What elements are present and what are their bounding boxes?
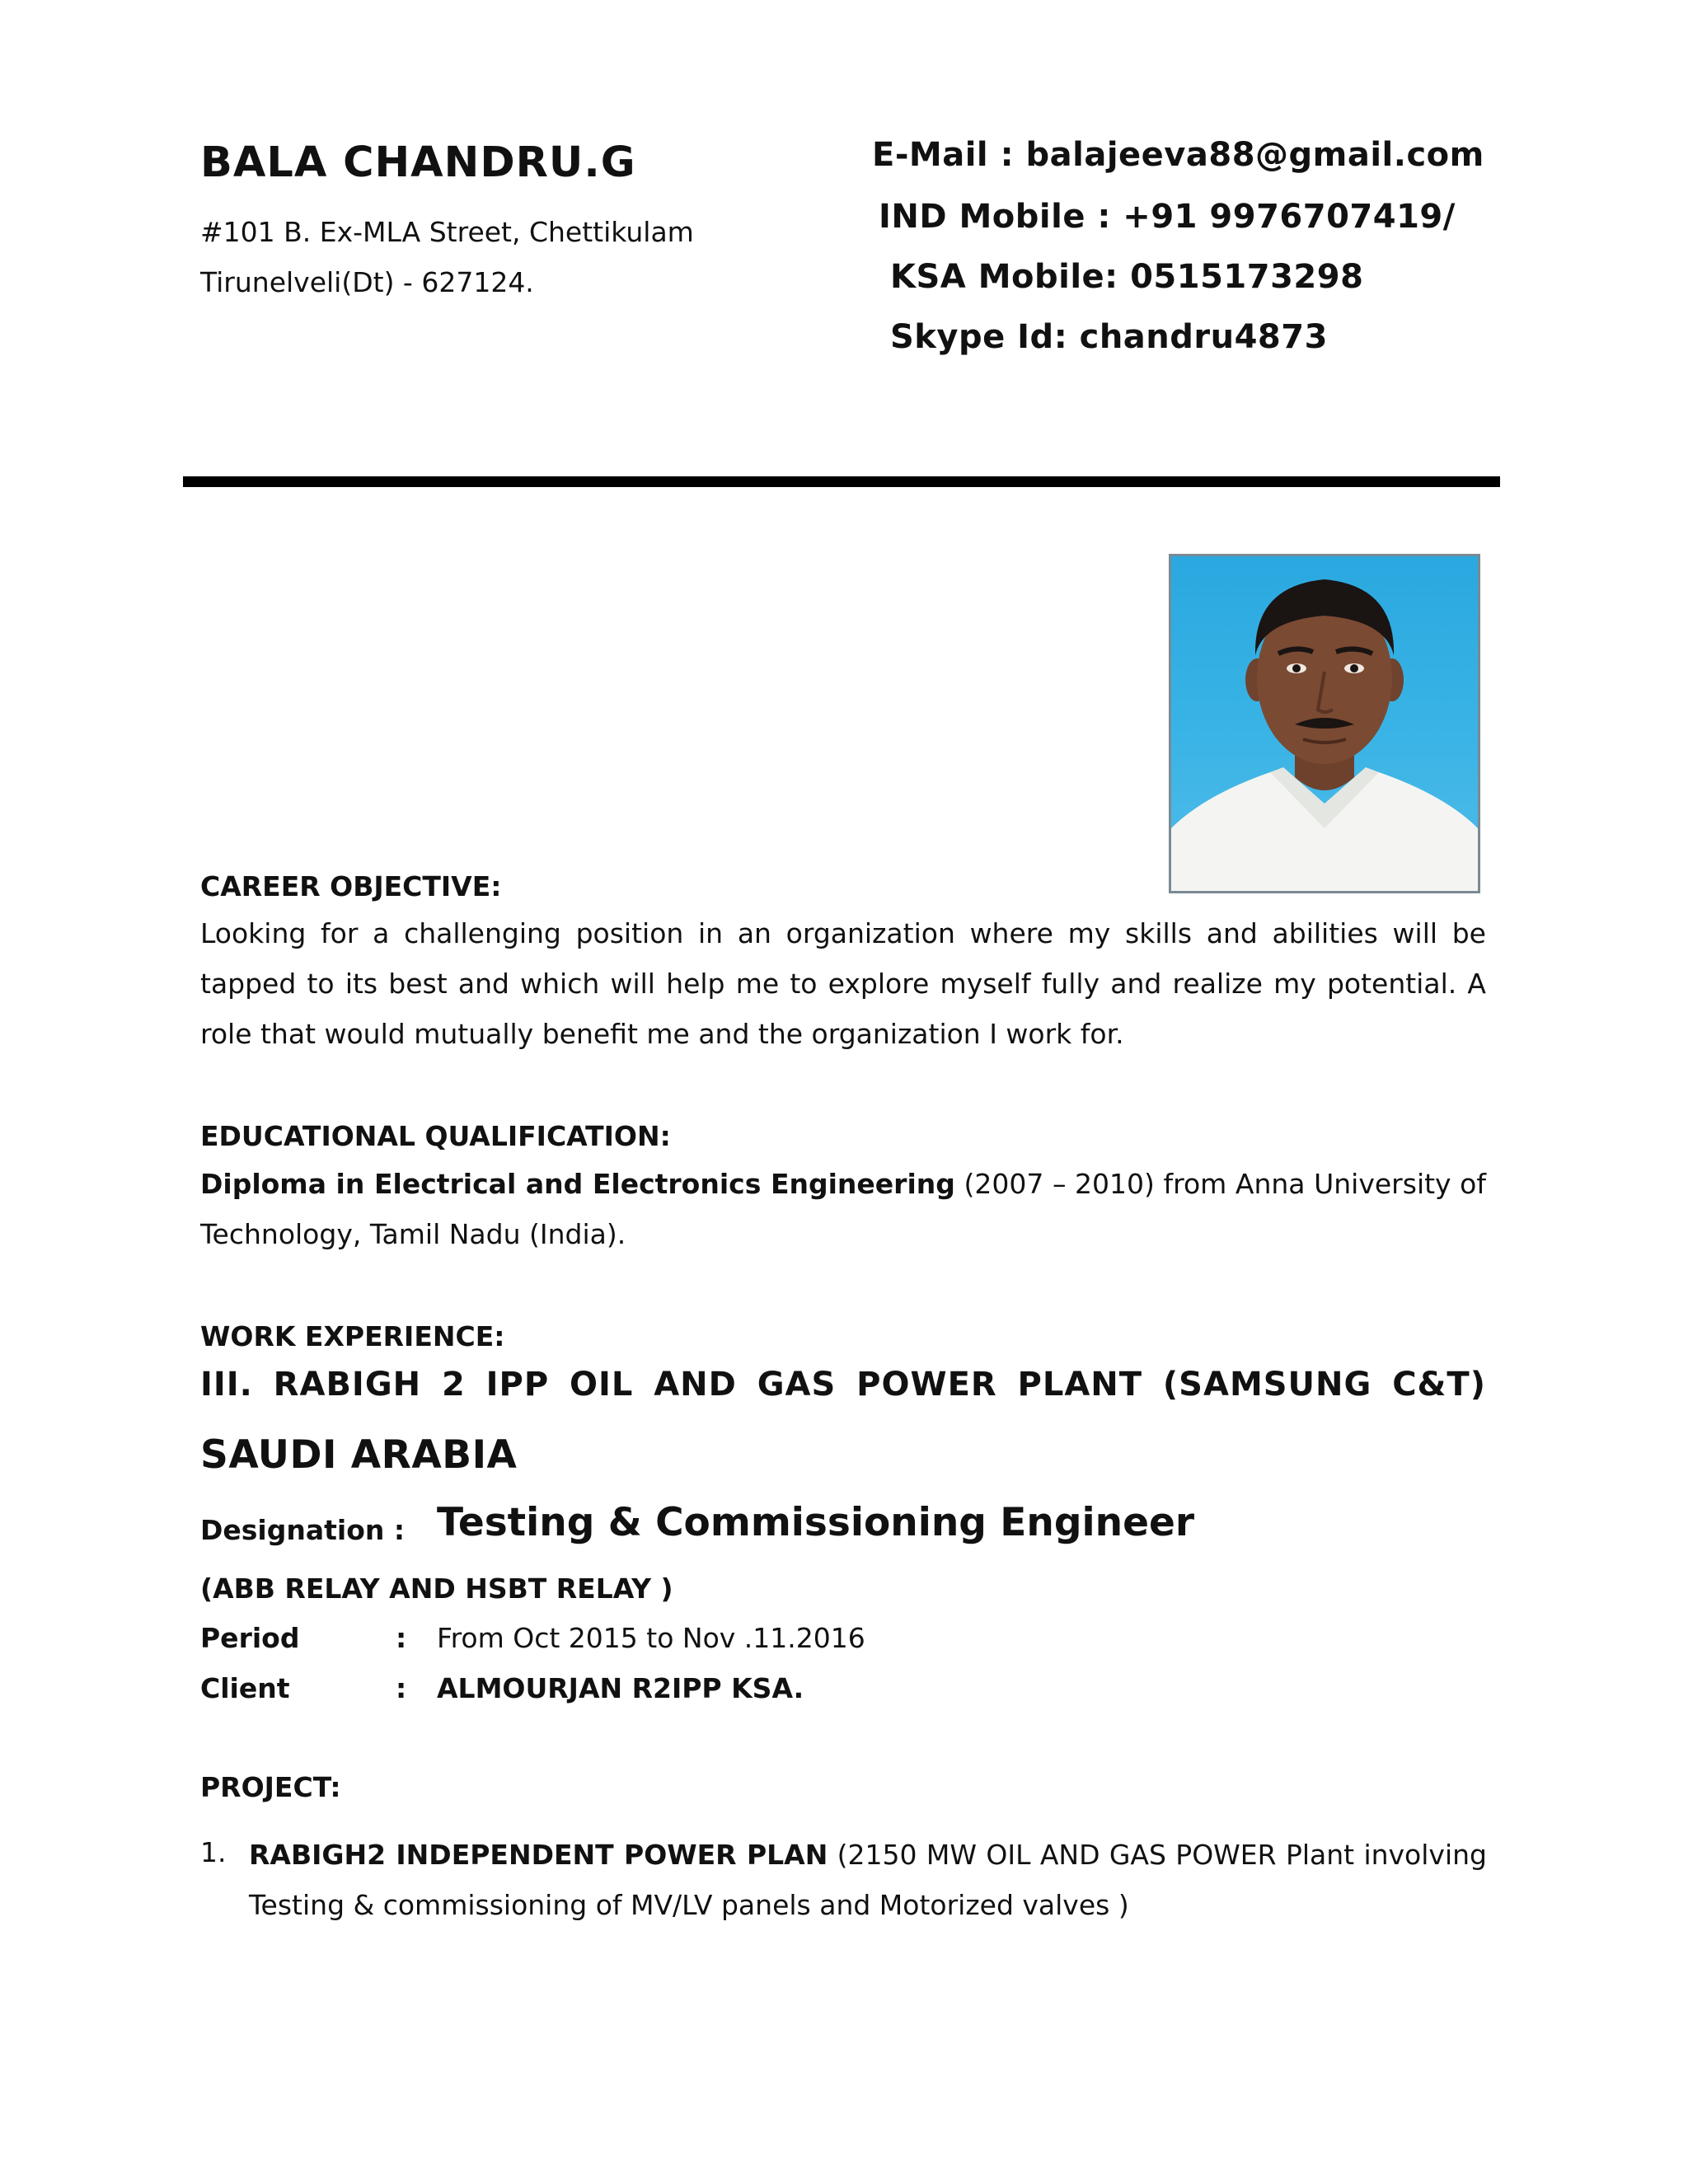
project-heading: PROJECT: xyxy=(200,1771,341,1803)
period-label: Period xyxy=(200,1622,300,1654)
client-label: Client xyxy=(200,1672,290,1704)
profile-photo xyxy=(1169,554,1480,893)
candidate-name: BALA CHANDRU.G xyxy=(200,138,636,187)
work-experience-heading: WORK EXPERIENCE: xyxy=(200,1320,505,1352)
project-item-number: 1. xyxy=(200,1836,227,1868)
degree-name: Diploma in Electrical and Electronics Engineering xyxy=(200,1168,955,1200)
education-text xyxy=(200,1159,1486,1259)
designation-label: Designation : xyxy=(200,1514,406,1546)
project-item-title: RABIGH2 INDEPENDENT POWER PLAN xyxy=(249,1839,828,1871)
address-line-2: Tirunelveli(Dt) - 627124. xyxy=(200,266,534,298)
client-value: ALMOURJAN R2IPP KSA. xyxy=(437,1672,804,1704)
ksa-mobile: KSA Mobile: 0515173298 xyxy=(890,258,1364,296)
education-heading: EDUCATIONAL QUALIFICATION: xyxy=(200,1120,671,1152)
ind-mobile: IND Mobile : +91 9976707419/ xyxy=(879,198,1456,236)
work-project-title: III. RABIGH 2 IPP OIL AND GAS POWER PLANT (SAMSUNG C&T) xyxy=(200,1366,1486,1404)
skype-id: Skype Id: chandru4873 xyxy=(890,318,1328,356)
client-colon: : xyxy=(396,1672,407,1704)
email-address: E-Mail : balajeeva88@gmail.com xyxy=(872,136,1484,174)
designation-value: Testing & Commissioning Engineer xyxy=(437,1500,1195,1545)
portrait-illustration xyxy=(1171,556,1478,891)
left-pupil xyxy=(1292,664,1301,673)
project-item xyxy=(249,1830,1487,1930)
relay-note: (ABB RELAY AND HSBT RELAY ) xyxy=(200,1572,673,1605)
period-colon: : xyxy=(396,1622,407,1654)
career-objective-text: Looking for a challenging position in an organization where my skills and abilities will be tapped to its best and which will help me to explore myself fully and realize my potential. A role that would mutually benefit me and the organization I work for. xyxy=(200,917,1486,1050)
header-divider xyxy=(183,476,1500,487)
right-pupil xyxy=(1350,664,1358,673)
period-value: From Oct 2015 to Nov .11.2016 xyxy=(437,1622,865,1654)
degree-detail: (2007 – 2010) from Anna University of Technology, Tamil Nadu (India). xyxy=(200,1168,1486,1250)
work-project-country: SAUDI ARABIA xyxy=(200,1432,518,1478)
address-line-1: #101 B. Ex-MLA Street, Chettikulam xyxy=(200,216,694,248)
career-objective-heading: CAREER OBJECTIVE: xyxy=(200,870,502,902)
project-item-description: (2150 MW OIL AND GAS POWER Plant involving Testing & commissioning of MV/LV panels and Motorized valves ) xyxy=(249,1839,1487,1921)
